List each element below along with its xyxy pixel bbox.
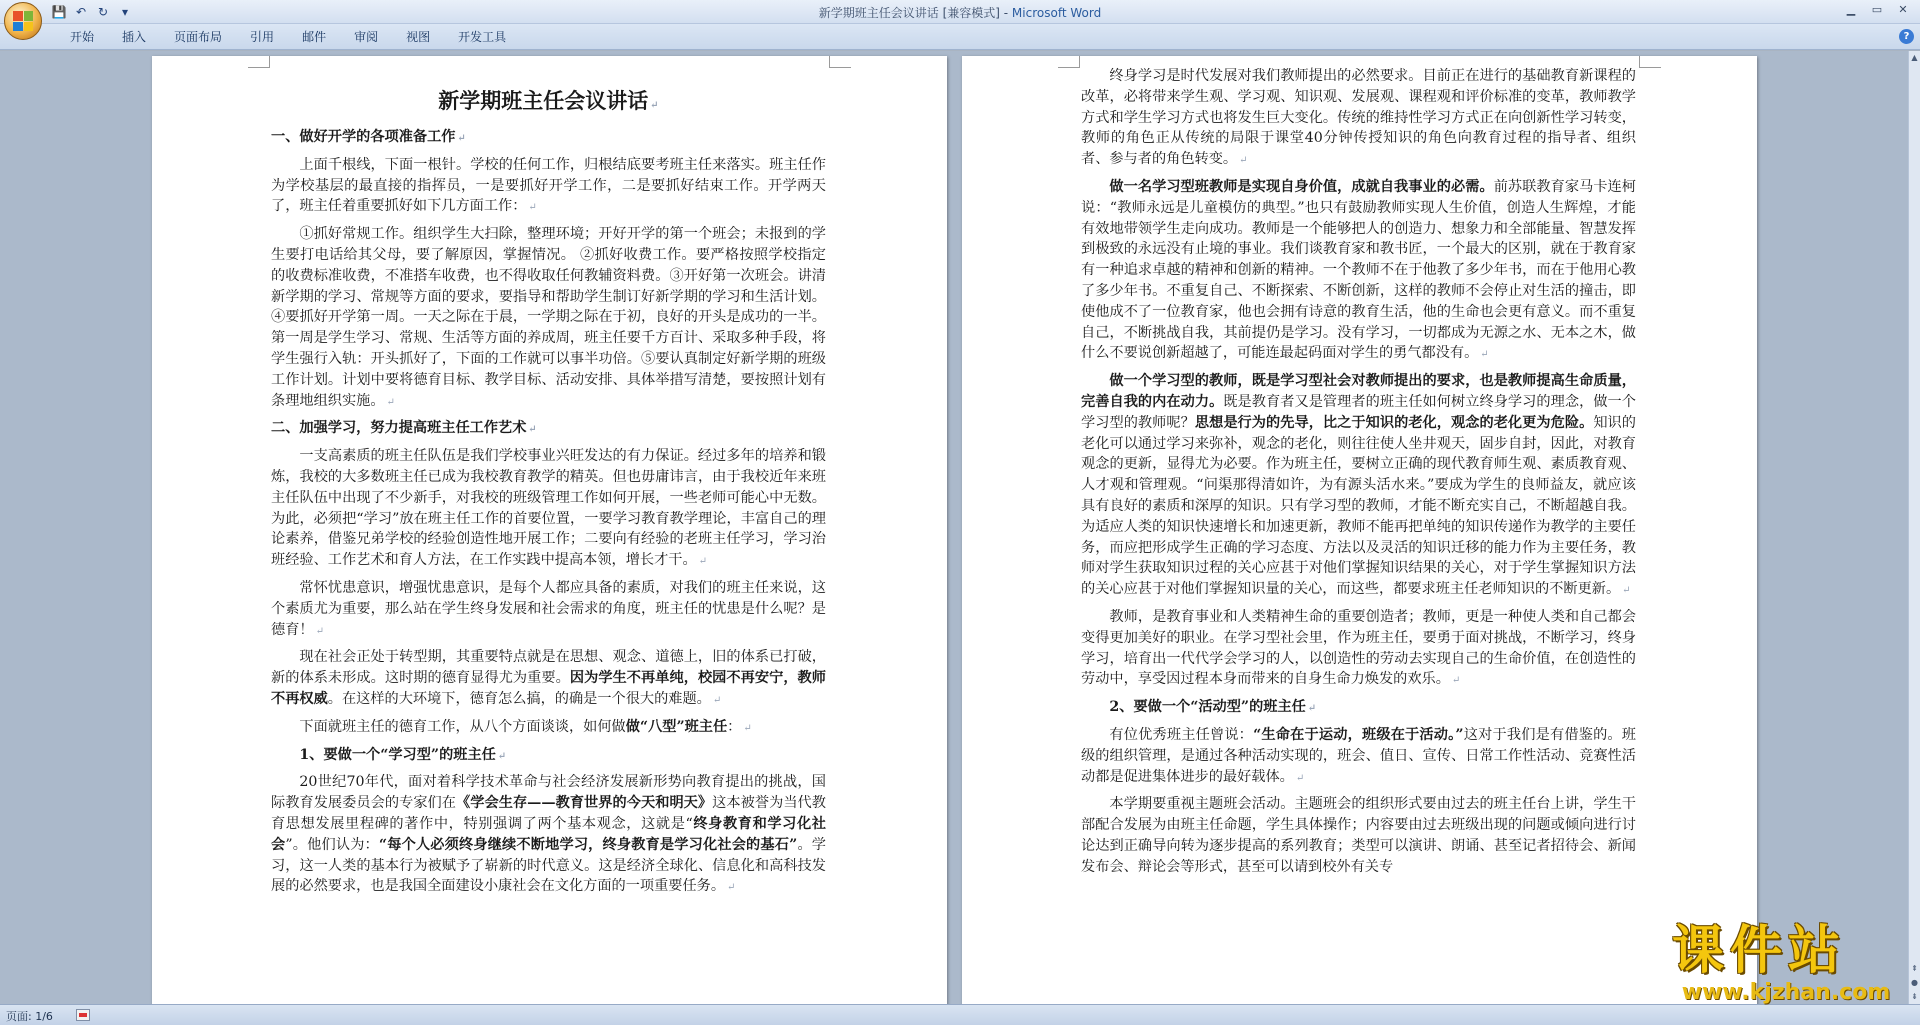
subsection-heading: 1、要做一个“学习型”的班主任 ↵ xyxy=(299,746,507,763)
paragraph: 20世纪70年代，面对着科学技术革命与社会经济发展新形势向教育提出的挑战，国际教育发展委员会的专家们在《学会生存——教育世界的今天和明天》这本被誉为当代教育思想发展里程碑的著作中，特别强调了两个基本观念，这就是“终身教育和学习化社会”。他们认为：“每个人必须终身继续不断地学习，终身教育是学习化社会的基石”。学习，这一人类的基本行为被赋予了崭新的时代意义。这是经济全球化、信息化和高科技发展的必然要求，也是我国全面建设小康社会在文化方面的一项重要任务。 ↵ xyxy=(271,774,826,895)
paragraph: 教师，是教育事业和人类精神生命的重要创造者；教师，更是一种使人类和自己都会变得更加美好的职业。在学习型社会里，作为班主任，要勇于面对挑战，不断学习，终身学习，培育出一代代学会学习的人，以创造性的劳动去实现自己的生命价值，在创造性的劳动中，享受因过程本身而带来的自身生命力焕发的欢乐。 ↵ xyxy=(1081,608,1636,688)
help-icon[interactable]: ? xyxy=(1899,29,1914,44)
tab-insert[interactable]: 插入 xyxy=(122,30,147,44)
paragraph: 上面千根线，下面一根针。学校的任何工作，归根结底要考班主任来落实。班主任作为学校基层的最直接的指挥员，一是要抓好开学工作，二是要抓好结束工作。开学两天了，班主任着重要抓好如下几方面工作： ↵ xyxy=(271,156,826,215)
title-bar xyxy=(0,0,1920,24)
tab-developer[interactable]: 开发工具 xyxy=(458,30,507,44)
scroll-up-icon[interactable]: ▲ xyxy=(1911,53,1918,62)
window-controls xyxy=(1838,0,1916,18)
ribbon-tabs xyxy=(56,29,520,45)
save-icon[interactable]: 💾 xyxy=(51,5,67,19)
section-heading: 一、做好开学的各项准备工作 ↵ xyxy=(271,129,466,145)
app-name: Microsoft Word xyxy=(1011,6,1102,20)
browse-object-icon[interactable]: ● xyxy=(1911,978,1918,987)
tab-review[interactable]: 审阅 xyxy=(354,30,379,44)
document-title-heading: 新学期班主任会议讲话 ↵ xyxy=(438,88,659,113)
document-title: 新学期班主任会议讲话 [兼容模式] - xyxy=(818,6,1012,20)
ribbon-tab-bar xyxy=(0,24,1920,50)
office-button[interactable] xyxy=(4,2,42,40)
status-bar xyxy=(0,1004,1920,1025)
language-icon[interactable] xyxy=(76,1009,90,1021)
crop-mark xyxy=(1639,56,1661,68)
paragraph: ①抓好常规工作。组织学生大扫除，整理环境；开好开学的第一个班会；未报到的学生要打电话给其父母，要了解原因，掌握情况。 ②抓好收费工作。要严格按照学校指定的收费标准收费，不准搭车收费，也不得收取任何教辅资料费。③开好第一次班会。讲清新学期的学习、常规等方面的要求，要指导和帮助学生制订好新学期的学习和生活计划。④要抓好开学第一周。一天之际在于晨，一学期之际在于初，良好的开头是成功的一半。第一周是学生学习、常规、生活等方面的养成周，班主任要千方百计、采取多种手段，将学生强行入轨：开头抓好了，下面的工作就可以事半功倍。⑤要认真制定好新学期的班级工作计划。计划中要将德育目标、教学目标、活动安排、具体举措写清楚，要按照计划有条理地组织实施。 ↵ xyxy=(271,226,826,409)
tab-mailings[interactable]: 邮件 xyxy=(302,30,327,44)
previous-page-icon[interactable]: ⇞ xyxy=(1911,964,1918,973)
site-watermark-logo xyxy=(1672,922,1900,1008)
crop-mark xyxy=(248,56,270,68)
document-area[interactable] xyxy=(0,51,1908,1004)
paragraph: 本学期要重视主题班会活动。主题班会的组织形式要由过去的班主任台上讲，学生干部配合发展为由班主任命题，学生具体操作；内容要由过去班级出现的问题或倾向进行讨论达到正确导向转为逐步提高的系列教育；类型可以演讲、朗诵、甚至记者招待会、新闻发布会、辩论会等形式，甚至可以请到校外有关专 xyxy=(1081,796,1636,875)
crop-mark xyxy=(1058,56,1080,68)
undo-icon[interactable]: ↶ xyxy=(75,5,87,19)
close-icon[interactable]: ✕ xyxy=(1898,2,1908,16)
paragraph: 现在社会正处于转型期，其重要特点就是在思想、观念、道德上，旧的体系已打破，新的体系未形成。这时期的德育显得尤为重要。因为学生不再单纯，校园不再安宁，教师不再权威。在这样的大环境下，德育怎么搞，的确是一个很大的难题。 ↵ xyxy=(271,649,826,707)
document-page-1[interactable] xyxy=(152,56,947,1004)
maximize-icon[interactable]: ▭ xyxy=(1871,2,1883,16)
section-heading: 二、加强学习，努力提高班主任工作艺术 ↵ xyxy=(271,420,537,437)
crop-mark xyxy=(829,56,851,68)
paragraph: 有位优秀班主任曾说：“生命在于运动，班级在于活动。”这对于我们是有借鉴的。班级的组织管理，是通过各种活动实现的，班会、值日、宣传、日常工作性活动、竞赛性活动都是促进集体进步的最好载体。 ↵ xyxy=(1081,726,1636,785)
paragraph: 做一个学习型的教师，既是学习型社会对教师提出的要求，也是教师提高生命质量，完善自我的内在动力。既是教育者又是管理者的班主任如何树立终身学习的理念，做一个学习型的教师呢？思想是行为的先导，比之于知识的老化，观念的老化更为危险。知识的老化可以通过学习来弥补，观念的老化，则往往使人坐井观天，固步自封，因此，对教育观念的更新，显得尤为必要。作为班主任，要树立正确的现代教育师生观、素质教育观、人才观和管理观。“问渠那得清如许，为有源头活水来。”要成为学生的良师益友，就应该具有良好的素质和深厚的知识。只有学习型的教师，才能不断充实自己，不断超越自我。为适应人类的知识快速增长和加速更新，教师不能再把单纯的知识传递作为教学的主要任务，而应把形成学生正确的学习态度、方法以及灵活的知识迁移的能力作为主要任务，教师对学生获取知识过程的关心应甚于对他们掌握知识结果的关心，对于学生掌握知识方法的关心应甚于对他们掌握知识量的关心，而这些，都要求班主任老师知识的不断更新。 ↵ xyxy=(1081,373,1636,598)
vertical-scrollbar[interactable] xyxy=(1908,51,1920,1004)
window-title xyxy=(0,4,1920,21)
redo-icon[interactable]: ↻ xyxy=(97,5,109,19)
tab-references[interactable]: 引用 xyxy=(250,30,275,44)
paragraph: 终身学习是时代发展对我们教师提出的必然要求。目前正在进行的基础教育新课程的改革，必将带来学生观、学习观、知识观、发展观、课程观和评价标准的变革，教师教学方式和学生学习方式也将发生巨大变化。传统的维持性学习方式正在向创新性学习转变，教师的角色正从传统的局限于课堂40分钟传授知识的角色向教育过程的指导者、组织者、参与者的角色转变。 ↵ xyxy=(1081,68,1636,168)
customize-qat-icon[interactable]: ▾ xyxy=(121,5,129,19)
tab-home[interactable]: 开始 xyxy=(70,30,95,44)
paragraph: 下面就班主任的德育工作，从八个方面谈谈，如何做做“八型”班主任： ↵ xyxy=(299,718,752,735)
next-page-icon[interactable]: ⇟ xyxy=(1911,992,1918,1001)
page-content[interactable] xyxy=(1081,66,1636,882)
page-content[interactable] xyxy=(271,86,826,904)
tab-page-layout[interactable]: 页面布局 xyxy=(174,30,223,44)
page-count[interactable]: 页面: 1/6 xyxy=(6,1010,53,1023)
watermark-text: 课件站 xyxy=(1672,921,1847,981)
document-page-2[interactable] xyxy=(962,56,1757,1004)
paragraph: 常怀忧患意识，增强忧患意识，是每个人都应具备的素质，对我们的班主任来说，这个素质尤为重要，那么站在学生终身发展和社会需求的角度，班主任的忧患是什么呢？是德育！ ↵ xyxy=(271,579,826,638)
paragraph: 一支高素质的班主任队伍是我们学校事业兴旺发达的有力保证。经过多年的培养和锻炼，我校的大多数班主任已成为我校教育教学的精英。但也毋庸讳言，由于我校近年来班主任队伍中出现了不少新手，对我校的班级管理工作如何开展，一些老师可能心中无数。为此，必须把“学习”放在班主任工作的首要位置，一要学习教育教学理论，丰富自己的理论素养，借鉴兄弟学校的经验创造性地开展工作；二要向有经验的老班主任学习，学习治班经验、工作艺术和育人方法，在工作实践中提高本领，增长才干。 ↵ xyxy=(271,448,826,569)
paragraph: 做一名学习型班教师是实现自身价值，成就自我事业的必需。前苏联教育家马卡连柯说：“教师永远是儿童模仿的典型。”也只有鼓励教师实现人生价值，创造人生辉煌，才能有效地带领学生走向成功。教师是一个能够把人的创造力、想象力和全部能量、智慧发挥到极致的永远没有止境的事业。我们谈教育家和教书匠，一个最大的区别，就在于教育家有一种追求卓越的精神和创新的精神。一个教师不在于他教了多少年书，而在于他用心教了多少年书。不重复自己、不断探索、不断创新，这样的教师不会停止对生活的撞击，即使他成不了一位教育家，他也会拥有诗意的教育生活，他的生命也会更有意义。而不重复自己，不断挑战自我，其前提仍是学习。没有学习，一切都成为无源之水、无本之木，做什么不要说创新超越了，可能连最起码面对学生的勇气都没有。 ↵ xyxy=(1081,178,1636,362)
watermark-url: www.kjzhan.com xyxy=(1681,980,1891,1005)
tab-view[interactable]: 视图 xyxy=(406,30,431,44)
minimize-icon[interactable]: ▁ xyxy=(1846,2,1856,16)
office-logo-icon xyxy=(13,11,33,31)
subsection-heading: 2、要做一个“活动型”的班主任 ↵ xyxy=(1109,699,1317,716)
